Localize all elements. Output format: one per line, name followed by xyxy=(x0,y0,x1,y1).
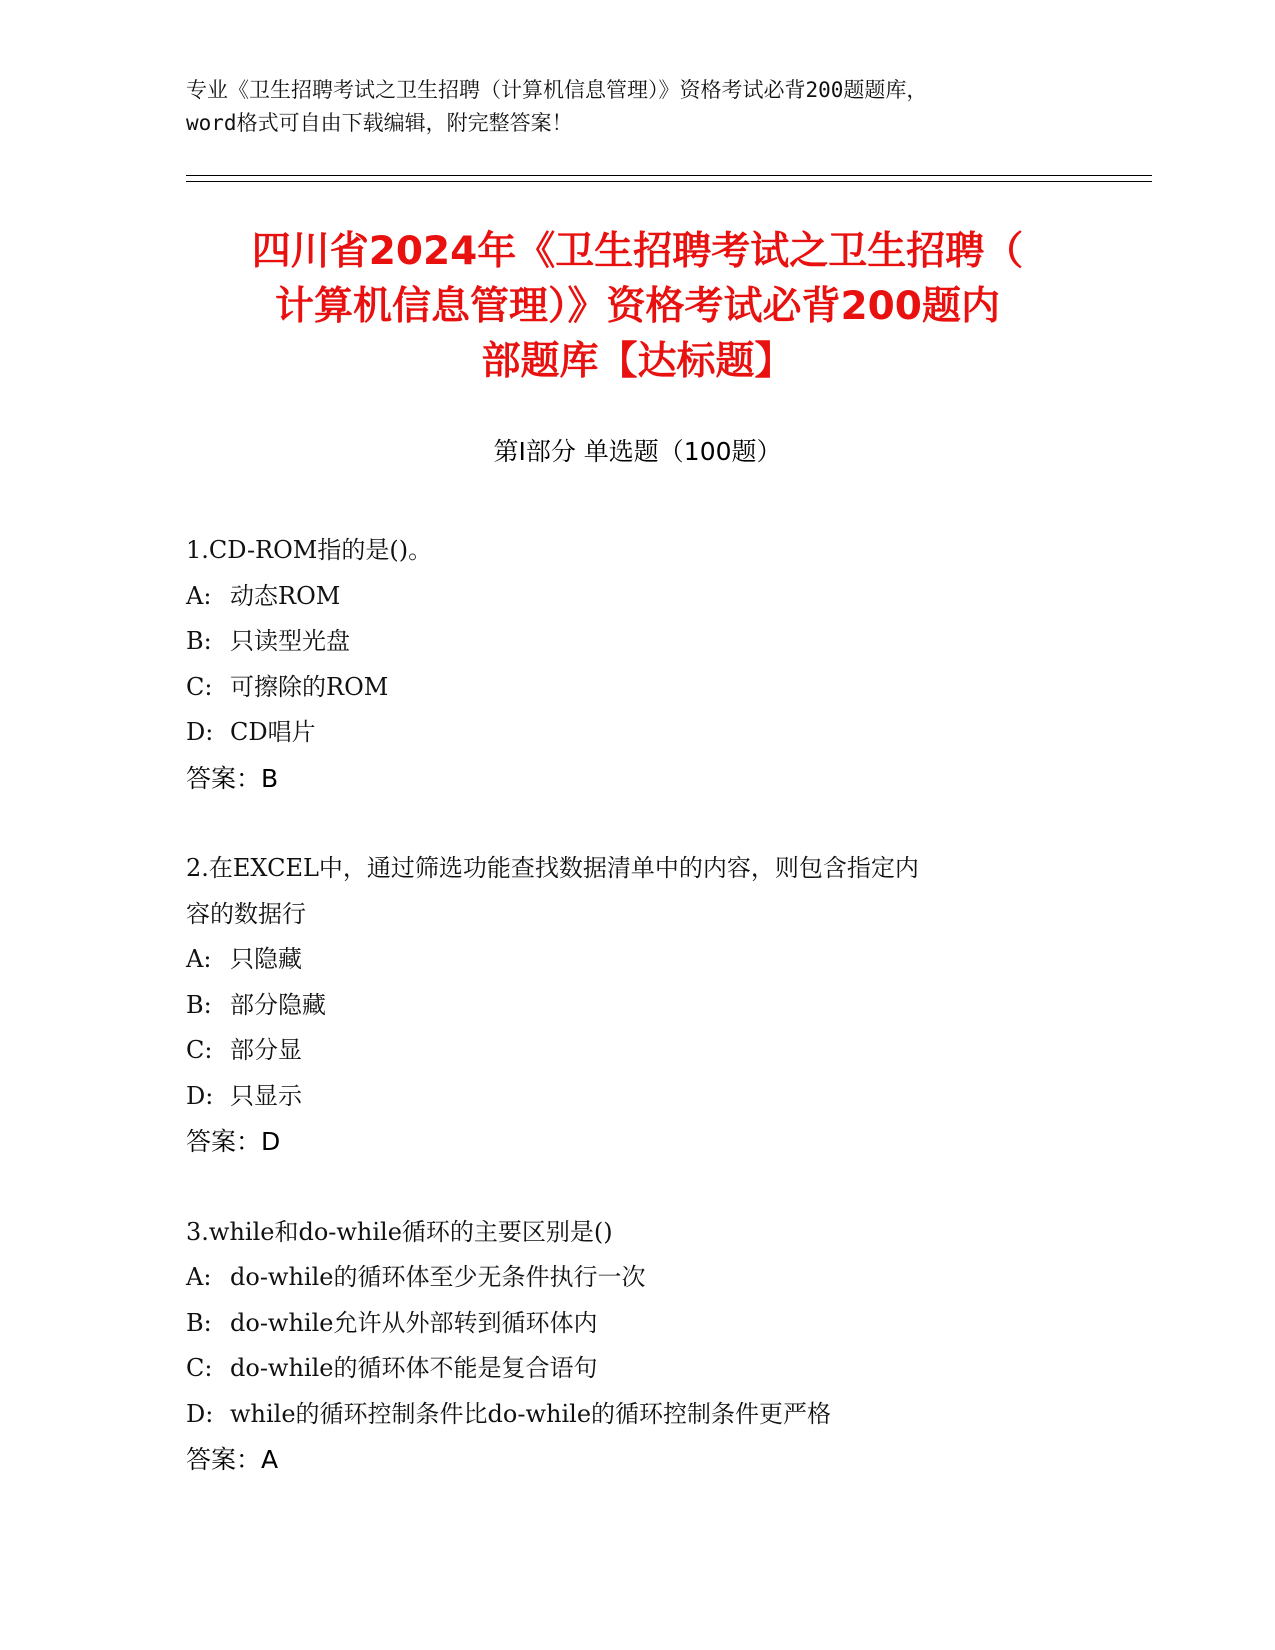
header-line-1: 专业《卫生招聘考试之卫生招聘（计算机信息管理）》资格考试必背200题题库， xyxy=(186,78,928,102)
option-letter: C: xyxy=(186,1036,213,1064)
option-a xyxy=(186,574,1086,620)
question-stem: 2.在EXCEL中，通过筛选功能查找数据清单中的内容，则包含指定内 xyxy=(186,854,919,882)
question-stem: 3.while和do-while循环的主要区别是() xyxy=(186,1217,613,1246)
option-d xyxy=(186,1074,1086,1120)
option-letter: D: xyxy=(186,718,214,746)
option-letter: B: xyxy=(186,627,212,655)
option-letter: A: xyxy=(186,945,212,973)
question-stem: 1.CD-ROM指的是()。 xyxy=(186,536,433,564)
option-text: 只隐藏 xyxy=(230,945,302,973)
question-stem-continued: 容的数据行 xyxy=(186,899,306,928)
question-1 xyxy=(186,528,1086,801)
title-line-2: 计算机信息管理）》资格考试必背200题内 xyxy=(275,284,1000,329)
document-title xyxy=(160,224,1115,389)
option-text: do-while允许从外部转到循环体内 xyxy=(230,1308,598,1337)
option-letter: C: xyxy=(186,672,213,701)
option-a xyxy=(186,937,1086,983)
option-d xyxy=(186,710,1086,756)
option-letter: B: xyxy=(186,1308,212,1337)
answer-line: 答案：D xyxy=(186,1127,281,1156)
option-c xyxy=(186,1346,1086,1392)
option-text: CD唱片 xyxy=(230,718,316,746)
answer-line: 答案：A xyxy=(186,1445,279,1474)
option-c xyxy=(186,1028,1086,1074)
option-text: do-while的循环体至少无条件执行一次 xyxy=(230,1263,646,1291)
section-title: 第Ⅰ部分 单选题（100题） xyxy=(493,437,782,466)
option-letter: A: xyxy=(186,1263,212,1291)
option-letter: A: xyxy=(186,581,212,610)
option-b xyxy=(186,619,1086,665)
option-b xyxy=(186,1301,1086,1347)
option-letter: C: xyxy=(186,1354,213,1382)
option-d xyxy=(186,1392,1086,1438)
option-text: 动态ROM xyxy=(230,581,341,610)
option-b xyxy=(186,983,1086,1029)
option-text: 部分显 xyxy=(230,1036,302,1064)
option-letter: B: xyxy=(186,990,212,1019)
option-text: 只读型光盘 xyxy=(230,627,350,655)
question-list xyxy=(186,528,1086,1483)
option-text: 可擦除的ROM xyxy=(230,672,389,701)
option-text: while的循环控制条件比do-while的循环控制条件更严格 xyxy=(230,1399,832,1428)
option-letter: D: xyxy=(186,1081,214,1110)
page-header xyxy=(186,74,1166,140)
question-3 xyxy=(186,1210,1086,1483)
header-divider-top xyxy=(186,175,1152,176)
option-text: do-while的循环体不能是复合语句 xyxy=(230,1354,598,1382)
option-text: 只显示 xyxy=(230,1081,302,1110)
title-line-3: 部题库【达标题】 xyxy=(481,339,794,384)
header-line-2: word格式可自由下载编辑，附完整答案！ xyxy=(186,111,573,135)
question-2 xyxy=(186,846,1086,1165)
header-divider-bottom xyxy=(186,181,1152,182)
answer-line: 答案：B xyxy=(186,763,279,793)
option-letter: D: xyxy=(186,1399,214,1428)
option-a xyxy=(186,1255,1086,1301)
option-c xyxy=(186,665,1086,711)
title-line-1: 四川省2024年《卫生招聘考试之卫生招聘（ xyxy=(251,229,1024,274)
option-text: 部分隐藏 xyxy=(230,990,326,1019)
